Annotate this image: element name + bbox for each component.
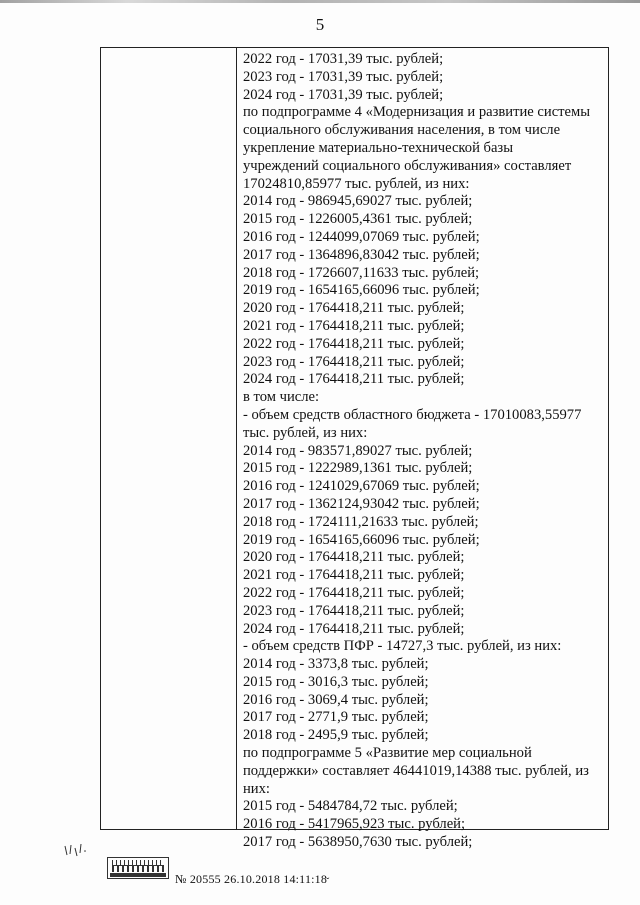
text-line: социального обслуживания населения, в том числе (243, 122, 561, 139)
text-line: 2019 год - 1654165,66096 тыс. рублей; (243, 531, 480, 548)
text-line: 2018 год - 2495,9 тыс. рублей; (243, 727, 429, 744)
text-line: 2020 год - 1764418,211 тыс. рублей; (243, 300, 465, 317)
text-line: 2014 год - 983571,89027 тыс. рублей; (243, 442, 473, 459)
text-line: 2017 год - 2771,9 тыс. рублей; (243, 709, 429, 726)
text-line: 17024810,85977 тыс. рублей, из них: (243, 175, 470, 192)
government-building-icon (107, 857, 169, 879)
text-line: в том числе: (243, 389, 320, 406)
text-line: 2018 год - 1726607,11633 тыс. рублей; (243, 264, 480, 281)
handwritten-mark-icon (62, 842, 102, 858)
text-line: 2022 год - 1764418,211 тыс. рублей; (243, 584, 465, 601)
document-registration-stamp: № 20555 26.10.2018 14:11:18 (175, 872, 328, 886)
text-line: - объем средств ПФР - 14727,3 тыс. рублей, из них: (243, 638, 562, 655)
text-line: 2014 год - 986945,69027 тыс. рублей; (243, 193, 473, 210)
page-number: 5 (315, 15, 325, 34)
text-line: 2021 год - 1764418,211 тыс. рублей; (243, 317, 465, 334)
text-line: 2015 год - 1226005,4361 тыс. рублей; (243, 211, 473, 228)
text-line: 2015 год - 1222989,1361 тыс. рублей; (243, 460, 473, 477)
text-line: 2019 год - 1654165,66096 тыс. рублей; (243, 282, 480, 299)
text-line: - объем средств областного бюджета - 17010083,55977 (243, 406, 582, 423)
table-cell-content (243, 51, 603, 852)
text-line: поддержки» составляет 46441019,14388 тыс. рублей, из (243, 762, 589, 779)
scan-top-edge (0, 0, 640, 3)
text-line: 2016 год - 1241029,67069 тыс. рублей; (243, 478, 480, 495)
text-line: 2016 год - 3069,4 тыс. рублей; (243, 691, 429, 708)
logo-columns (112, 866, 164, 872)
text-line: 2023 год - 1764418,211 тыс. рублей; (243, 353, 465, 370)
table-column-divider (236, 48, 237, 829)
text-line: 2024 год - 17031,39 тыс. рублей; (243, 86, 444, 103)
text-line: укрепление материально-технической базы (243, 139, 513, 156)
text-line: 2017 год - 5638950,7630 тыс. рублей; (243, 834, 473, 851)
text-line: 2016 год - 5417965,923 тыс. рублей; (243, 816, 466, 833)
text-line: тыс. рублей, из них: (243, 424, 368, 441)
text-line: 2023 год - 1764418,211 тыс. рублей; (243, 602, 465, 619)
logo-caption (110, 873, 166, 877)
text-line: них: (243, 780, 270, 797)
text-line: 2021 год - 1764418,211 тыс. рублей; (243, 567, 465, 584)
text-line: 2024 год - 1764418,211 тыс. рублей; (243, 620, 465, 637)
text-line: 2017 год - 1362124,93042 тыс. рублей; (243, 495, 480, 512)
footer-mark: ˇ (326, 877, 330, 888)
text-line: 2015 год - 3016,3 тыс. рублей; (243, 673, 429, 690)
text-line: 2016 год - 1244099,07069 тыс. рублей; (243, 228, 480, 245)
text-line: 2020 год - 1764418,211 тыс. рублей; (243, 549, 465, 566)
text-line: 2014 год - 3373,8 тыс. рублей; (243, 656, 429, 673)
text-line: по подпрограмме 4 «Модернизация и развитие системы (243, 104, 591, 121)
text-line: учреждений социального обслуживания» составляет (243, 157, 572, 174)
text-line: 2023 год - 17031,39 тыс. рублей; (243, 68, 444, 85)
text-line: по подпрограмме 5 «Развитие мер социальной (243, 745, 532, 762)
text-line: 2017 год - 1364896,83042 тыс. рублей; (243, 246, 480, 263)
text-line: 2024 год - 1764418,211 тыс. рублей; (243, 371, 465, 388)
text-line: 2018 год - 1724111,21633 тыс. рублей; (243, 513, 479, 530)
text-line: 2022 год - 1764418,211 тыс. рублей; (243, 335, 465, 352)
text-line: 2015 год - 5484784,72 тыс. рублей; (243, 798, 458, 815)
text-line: 2022 год - 17031,39 тыс. рублей; (243, 51, 444, 67)
document-table (100, 47, 609, 851)
